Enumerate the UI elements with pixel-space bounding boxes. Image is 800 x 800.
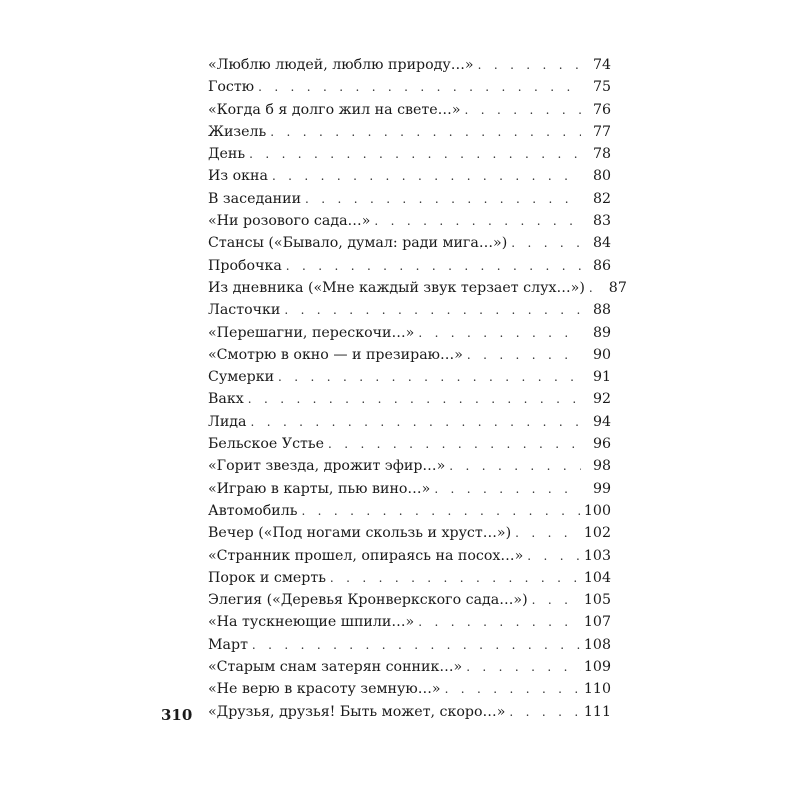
toc-entry-page-number: 104 bbox=[583, 569, 611, 586]
page-folio: 310 bbox=[161, 706, 193, 724]
toc-entry bbox=[208, 589, 611, 611]
dot-leader bbox=[509, 701, 581, 723]
toc-entry-title: Стансы («Бывало, думал: ради мига…») bbox=[208, 235, 508, 252]
toc-entry bbox=[208, 656, 611, 678]
toc-entry-page-number: 99 bbox=[592, 480, 611, 497]
toc-entry bbox=[208, 678, 611, 700]
toc-entry-title: «Горит звезда, дрожит эфир…» bbox=[208, 458, 446, 475]
toc-entry-title: Вакх bbox=[208, 391, 244, 408]
dot-leader bbox=[270, 121, 581, 143]
toc-entry-title: Пробочка bbox=[208, 257, 282, 274]
toc-entry bbox=[208, 344, 611, 366]
toc-entry-title: Порок и смерть bbox=[208, 569, 326, 586]
toc-entry-page-number: 77 bbox=[592, 123, 611, 140]
toc-entry bbox=[208, 366, 611, 388]
toc-entry-title: «Друзья, друзья! Быть может, скоро…» bbox=[208, 703, 506, 720]
dot-leader bbox=[330, 567, 581, 589]
toc-entry bbox=[208, 433, 611, 455]
toc-entry-title: Гостю bbox=[208, 79, 255, 96]
toc-entry-title: Элегия («Деревья Кронверкского сада…») bbox=[208, 592, 528, 609]
toc-entry bbox=[208, 701, 611, 723]
toc-entry bbox=[208, 522, 611, 544]
toc-entry-page-number: 80 bbox=[592, 168, 611, 185]
toc-entry-title: День bbox=[208, 146, 246, 163]
dot-leader bbox=[272, 165, 581, 187]
toc-entry-page-number: 94 bbox=[592, 413, 611, 430]
toc-entry bbox=[208, 165, 611, 187]
toc-entry-page-number: 84 bbox=[592, 235, 611, 252]
dot-leader bbox=[249, 143, 581, 165]
dot-leader bbox=[418, 322, 581, 344]
dot-leader bbox=[434, 478, 581, 500]
toc-entry-page-number: 86 bbox=[592, 257, 611, 274]
toc-entry bbox=[208, 210, 611, 232]
toc-entry-title: «Странник прошел, опираясь на посох…» bbox=[208, 547, 524, 564]
dot-leader bbox=[418, 611, 581, 633]
dot-leader bbox=[467, 344, 581, 366]
toc-entry bbox=[208, 611, 611, 633]
toc-entry bbox=[208, 255, 611, 277]
toc-entry bbox=[208, 411, 611, 433]
toc-entry-title: «Люблю людей, люблю природу…» bbox=[208, 57, 474, 73]
dot-leader bbox=[252, 634, 581, 656]
dot-leader bbox=[258, 76, 581, 98]
dot-leader bbox=[515, 522, 581, 544]
toc-entry bbox=[208, 188, 611, 210]
toc-entry-title: «Смотрю в окно — и презираю…» bbox=[208, 346, 463, 363]
toc-entry-title: Автомобиль bbox=[208, 502, 298, 519]
dot-leader bbox=[301, 500, 581, 522]
toc-entry-title: «Когда б я долго жил на свете…» bbox=[208, 101, 461, 118]
toc-entry-page-number: 75 bbox=[592, 79, 611, 96]
toc-entry bbox=[208, 121, 611, 143]
dot-leader bbox=[532, 589, 581, 611]
dot-leader bbox=[284, 299, 581, 321]
toc-entry-page-number: 107 bbox=[583, 614, 611, 631]
toc-entry-page-number: 82 bbox=[592, 190, 611, 207]
toc-entry-page-number: 100 bbox=[583, 502, 611, 519]
toc-entry bbox=[208, 232, 611, 254]
toc-entry bbox=[208, 143, 611, 165]
toc-entry-title: «Не верю в красоту земную…» bbox=[208, 681, 441, 698]
toc-entry-page-number: 87 bbox=[608, 279, 627, 296]
toc-entry-title: В заседании bbox=[208, 190, 302, 207]
dot-leader bbox=[511, 232, 581, 254]
toc-entry-page-number: 102 bbox=[583, 525, 611, 542]
toc-entry-page-number: 110 bbox=[583, 681, 611, 698]
toc-entry bbox=[208, 567, 611, 589]
toc-entry bbox=[208, 99, 611, 121]
toc-entry-page-number: 89 bbox=[592, 324, 611, 341]
toc-entry bbox=[208, 545, 611, 567]
dot-leader bbox=[305, 188, 581, 210]
toc-entry-page-number: 90 bbox=[592, 346, 611, 363]
toc-entry bbox=[208, 76, 611, 98]
toc-entry-title: «Перешагни, перескочи…» bbox=[208, 324, 415, 341]
toc-entry-title: «На тускнеющие шпили…» bbox=[208, 614, 415, 631]
toc-entry bbox=[208, 388, 611, 410]
dot-leader bbox=[527, 545, 581, 567]
dot-leader bbox=[589, 277, 597, 299]
table-of-contents bbox=[208, 54, 627, 723]
toc-entry-page-number: 76 bbox=[592, 101, 611, 118]
dot-leader bbox=[478, 54, 581, 76]
toc-entry-page-number: 74 bbox=[592, 57, 611, 73]
toc-entry-page-number: 109 bbox=[583, 659, 611, 676]
dot-leader bbox=[286, 255, 581, 277]
toc-entry bbox=[208, 478, 611, 500]
toc-entry-title: Вечер («Под ногами скользь и хруст…») bbox=[208, 525, 512, 542]
toc-entry-page-number: 96 bbox=[592, 436, 611, 453]
toc-entry-page-number: 91 bbox=[592, 369, 611, 386]
toc-entry-title: Бельское Устье bbox=[208, 436, 324, 453]
dot-leader bbox=[328, 433, 581, 455]
toc-entry bbox=[208, 455, 611, 477]
toc-entry-title: Сумерки bbox=[208, 369, 275, 386]
toc-entry-page-number: 103 bbox=[583, 547, 611, 564]
toc-entry-page-number: 83 bbox=[592, 213, 611, 230]
toc-entry bbox=[208, 500, 611, 522]
dot-leader bbox=[445, 678, 581, 700]
toc-entry-title: «Ни розового сада…» bbox=[208, 213, 371, 230]
dot-leader bbox=[449, 455, 581, 477]
toc-entry bbox=[208, 277, 627, 299]
dot-leader bbox=[466, 656, 581, 678]
toc-entry-title: Из дневника («Мне каждый звук терзает слух…») bbox=[208, 279, 585, 296]
dot-leader bbox=[374, 210, 581, 232]
toc-entry-title: Из окна bbox=[208, 168, 268, 185]
toc-entry bbox=[208, 299, 611, 321]
dot-leader bbox=[465, 99, 581, 121]
toc-entry-title: «Старым снам затерян сонник…» bbox=[208, 659, 463, 676]
dot-leader bbox=[251, 411, 582, 433]
toc-entry-page-number: 111 bbox=[583, 703, 611, 720]
toc-entry bbox=[208, 634, 611, 656]
dot-leader bbox=[248, 388, 581, 410]
toc-entry-page-number: 92 bbox=[592, 391, 611, 408]
toc-entry-title: Лида bbox=[208, 413, 247, 430]
toc-entry bbox=[208, 322, 611, 344]
toc-entry-page-number: 105 bbox=[583, 592, 611, 609]
toc-entry bbox=[208, 54, 611, 76]
toc-entry-page-number: 108 bbox=[583, 636, 611, 653]
toc-entry-page-number: 78 bbox=[592, 146, 611, 163]
toc-entry-title: Март bbox=[208, 636, 248, 653]
toc-entry-title: Ласточки bbox=[208, 302, 281, 319]
dot-leader bbox=[278, 366, 581, 388]
toc-entry-page-number: 98 bbox=[592, 458, 611, 475]
toc-entry-title: Жизель bbox=[208, 123, 267, 140]
toc-entry-page-number: 88 bbox=[592, 302, 611, 319]
toc-entry-title: «Играю в карты, пью вино…» bbox=[208, 480, 431, 497]
